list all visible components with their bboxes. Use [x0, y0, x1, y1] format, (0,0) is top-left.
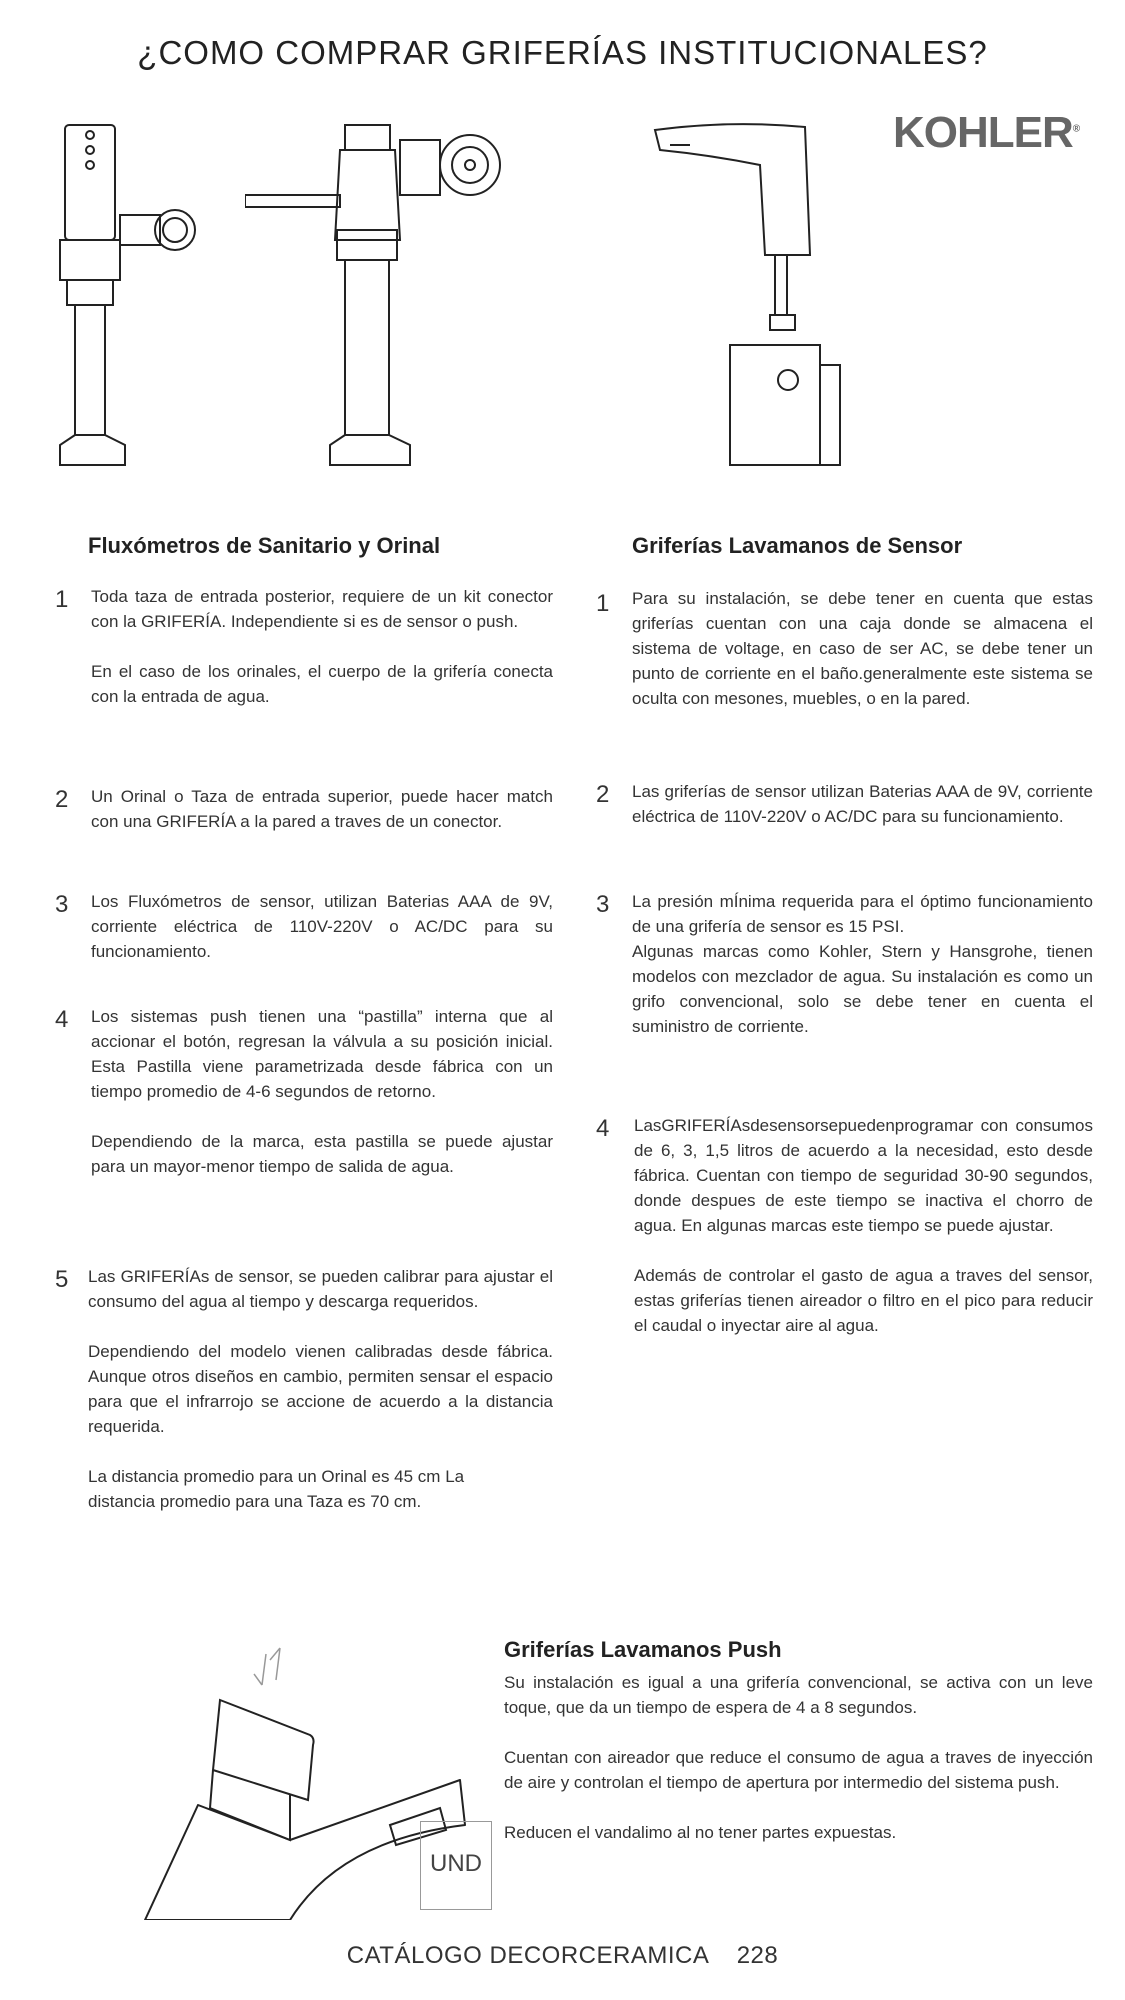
brand-name: KOHLER	[893, 108, 1073, 157]
paragraph: Para su instalación, se debe tener en cuenta que estas griferías cuentan con una caja donde se almacena el sistema de voltage, en caso de ser AC, se debe tener un punto de corriente en el baño.generalmente este sistema se oculta con mesones, muebles, o en la pared.	[632, 589, 1093, 708]
paragraph: Además de controlar el gasto de agua a traves del sensor, estas griferías tienen aireador o filtro en el pico para reducir el caudal o inyectar aire al agua.	[634, 1266, 1093, 1335]
right-item-3	[632, 889, 1093, 1039]
paragraph: La distancia promedio para un Orinal es 45 cm La distancia promedio para una Taza es 70 cm.	[88, 1467, 465, 1511]
paragraph: Toda taza de entrada posterior, requiere de un kit conector con la GRIFERÍA. Independiente si es de sensor o push.	[91, 587, 553, 631]
item-number: 2	[596, 781, 610, 808]
page-title: ¿COMO COMPRAR GRIFERÍAS INSTITUCIONALES?	[137, 34, 988, 71]
item-number: 1	[596, 590, 610, 617]
right-item-1	[632, 586, 1093, 711]
left-item-2	[91, 784, 553, 834]
right-item-2	[632, 779, 1093, 829]
paragraph: Dependiendo de la marca, esta pastilla se puede ajustar para un mayor-menor tiempo de salida de agua.	[91, 1132, 553, 1176]
paragraph: LasGRIFERÍAsdesensorsepuedenprogramar con consumos de 6, 3, 1,5 litros de acuerdo a la necesidad, esto desde fábrica. Cuentan con tiempo de seguridad 30-90 segundos, donde despues de este tiempo se inactiva el chorro de agua. En algunas marcas este tiempo se puede ajustar.	[634, 1116, 1093, 1235]
flushometer-sensor-illustration	[55, 120, 235, 470]
paragraph: La presión mÍnima requerida para el óptimo funcionamiento de una grifería de sensor es 15 PSI.	[632, 892, 1093, 936]
paragraph: Las griferías de sensor utilizan Baterias AAA de 9V, corriente eléctrica de 110V-220V o AC/DC para su funcionamiento.	[632, 782, 1093, 826]
kohler-logo: KOHLER®	[893, 108, 1080, 157]
left-item-5	[88, 1264, 553, 1514]
footer: CATÁLOGO DECORCERAMICA 228	[346, 1942, 779, 1969]
push-heading: Griferías Lavamanos Push	[504, 1637, 782, 1662]
flushometer-push-illustration	[245, 120, 505, 470]
item-number: 3	[596, 891, 610, 918]
item-number: 1	[55, 586, 69, 613]
paragraph: Los Fluxómetros de sensor, utilizan Baterias AAA de 9V, corriente eléctrica de 110V-220V o AC/DC para su funcionamiento.	[91, 892, 553, 961]
push-description	[504, 1670, 1093, 1845]
flushometer-heading: Fluxómetros de Sanitario y Orinal	[88, 533, 441, 558]
paragraph: Dependiendo del modelo vienen calibradas desde fábrica. Aunque otros diseños en cambio, permiten sensar el espacio para que el infrarrojo se accione de acuerdo a la distancia requerida.	[88, 1342, 553, 1436]
right-item-4	[634, 1113, 1093, 1338]
paragraph: Las GRIFERÍAs de sensor, se pueden calibrar para ajustar el consumo del agua al tiempo y descarga requeridos.	[88, 1267, 553, 1311]
paragraph: Reducen el vandalimo al no tener partes expuestas.	[504, 1823, 897, 1842]
item-number: 2	[55, 786, 69, 813]
left-item-1	[91, 584, 553, 709]
paragraph: Cuentan con aireador que reduce el consumo de agua a traves de inyección de aire y controlan el tiempo de apertura por intermedio del sistema push.	[504, 1748, 1093, 1792]
paragraph: Su instalación es igual a una grifería convencional, se activa con un leve toque, que da un tiempo de espera de 4 a 8 segundos.	[504, 1673, 1093, 1717]
sensor-faucet-illustration	[650, 115, 880, 475]
item-number: 4	[596, 1115, 610, 1142]
left-item-3	[91, 889, 553, 964]
item-number: 3	[55, 891, 69, 918]
item-number: 4	[55, 1006, 69, 1033]
paragraph: Los sistemas push tienen una “pastilla” interna que al accionar el botón, regresan la válvula a su posición inicial. Esta Pastilla viene parametrizada desde fábrica con un tiempo promedio de 4-6 segundos de retorno.	[91, 1007, 553, 1101]
paragraph: Algunas marcas como Kohler, Stern y Hansgrohe, tienen modelos con mezclador de agua. Su instalación es como un grifo convencional, solo se debe tener en cuenta el suministro de corriente.	[632, 942, 1093, 1036]
paragraph: En el caso de los orinales, el cuerpo de la grifería conecta con la entrada de agua.	[91, 662, 553, 706]
paragraph: Un Orinal o Taza de entrada superior, puede hacer match con una GRIFERÍA a la pared a traves de un conector.	[91, 787, 553, 831]
item-number: 5	[55, 1266, 69, 1293]
sensor-heading: Griferías Lavamanos de Sensor	[632, 533, 963, 558]
left-item-4	[91, 1004, 553, 1179]
und-stamp: UND	[420, 1821, 492, 1910]
